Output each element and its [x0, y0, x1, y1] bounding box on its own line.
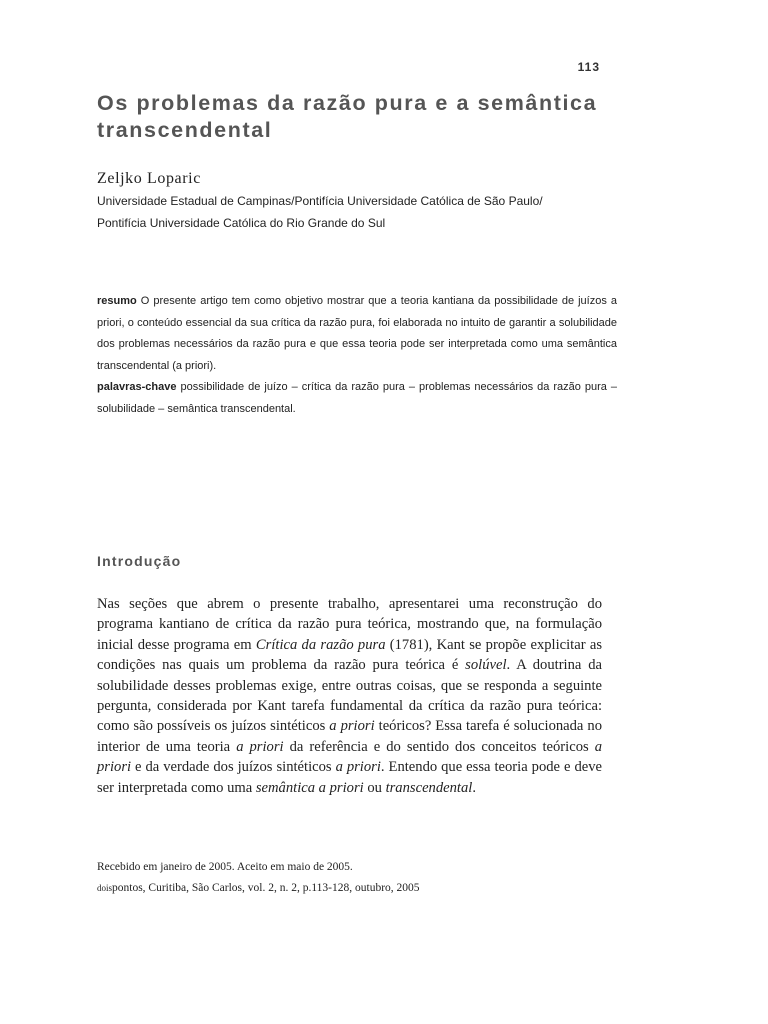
article-title: Os problemas da razão pura e a semântica transcendental: [97, 91, 598, 142]
body-paragraph: [97, 594, 602, 798]
italic-run: semântica a priori: [255, 779, 364, 796]
italic-run: a priori: [236, 738, 284, 755]
italic-run: transcendental: [385, 779, 473, 796]
keywords-label: palavras-chave: [97, 381, 177, 393]
keywords-text: possibilidade de juízo – crítica da razão pura – problemas necessários da razão pura – solubilidade – semântica transcendental.: [97, 381, 617, 415]
italic-run: solúvel: [465, 657, 507, 674]
abstract: [97, 291, 617, 420]
text-run: (1781), Kant se propõe explicitar as condições nas quais um problema da razão pura teórica é: [97, 636, 602, 674]
abstract-resumo: [97, 291, 617, 377]
text-run: Nas seções que abrem o presente trabalho, apresentarei uma reconstrução do programa kantiano de crítica da razão pura teórica, mostrando que, na formulação inicial desse programa em: [97, 596, 602, 653]
affiliation-line: Pontifícia Universidade Católica do Rio Grande do Sul: [97, 216, 386, 230]
abstract-keywords: [97, 377, 617, 420]
text-run: . A doutrina da solubilidade desses problemas exige, entre outras coisas, que se responda a seguinte pergunta, considerada por Kant tarefa fundamental da crítica da razão pura teórica: como são possíveis os juízos sintéticos: [97, 657, 602, 735]
text-run: da referência e do sentido dos conceitos teóricos: [283, 738, 595, 755]
section-heading: Introdução: [97, 553, 182, 569]
text-run: .: [472, 779, 476, 796]
italic-run: a priori: [329, 718, 375, 735]
page-number: 113: [577, 60, 600, 74]
text-run: ou: [363, 779, 386, 796]
italic-run: Crítica da razão pura: [255, 636, 386, 653]
italic-run: a priori: [335, 759, 381, 776]
author-affiliation: [97, 190, 617, 234]
footnotes: [97, 857, 617, 899]
text-run: e da verdade dos juízos sintéticos: [131, 759, 336, 776]
text-run: . Entendo que essa teoria pode e deve ser interpretada como uma: [97, 759, 602, 796]
text-run: teóricos? Essa tarefa é solucionada no interior de uma teoria: [97, 718, 602, 755]
author-name: Zeljko Loparic: [97, 170, 201, 187]
affiliation-line: Universidade Estadual de Campinas/Pontifícia Universidade Católica de São Paulo/: [97, 194, 543, 208]
italic-run: a priori: [97, 738, 602, 776]
journal-prefix: dois: [97, 883, 113, 893]
resumo-label: resumo: [97, 295, 137, 307]
resumo-text: O presente artigo tem como objetivo mostrar que a teoria kantiana da possibilidade de juízos a priori, o conteúdo essencial da sua crítica da razão pura, foi elaborada no intuito de garantir a solubilidade dos problemas necessários da razão pura e que essa teoria pode ser interpretada como uma semântica transcendental (a priori).: [97, 295, 617, 372]
journal-rest: pontos, Curitiba, São Carlos, vol. 2, n. 2, p.113-128, outubro, 2005: [112, 882, 420, 894]
received-note: Recebido em janeiro de 2005. Aceito em maio de 2005.: [97, 861, 353, 873]
journal-citation: [97, 878, 617, 899]
